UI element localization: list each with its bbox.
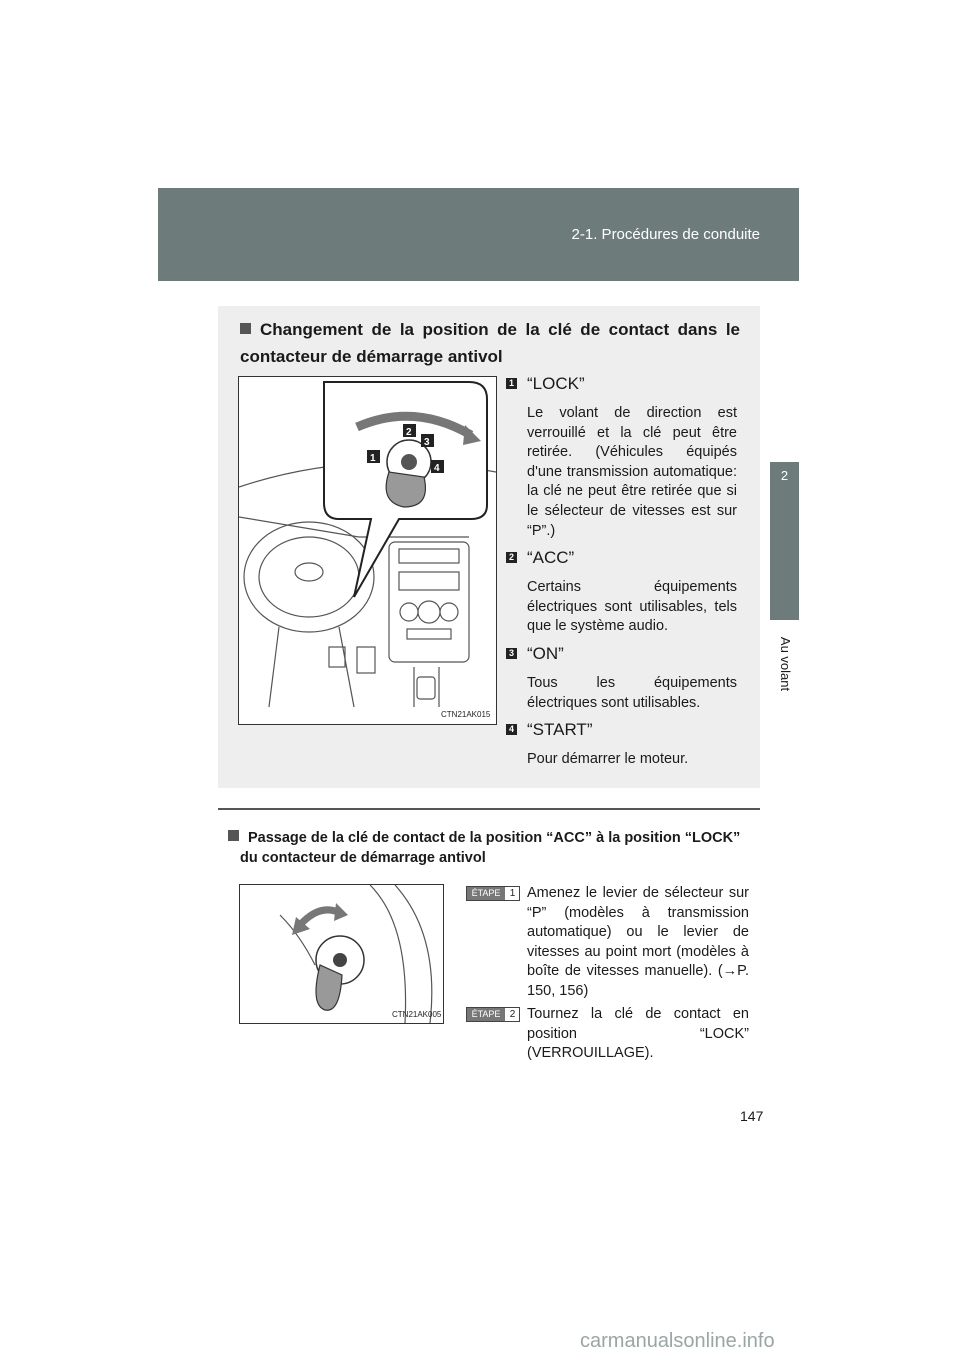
chapter-label: Au volant bbox=[777, 636, 793, 692]
ignition-illustration bbox=[238, 376, 497, 725]
svg-text:3: 3 bbox=[424, 437, 430, 448]
step-badge bbox=[466, 886, 520, 901]
step-badge-number: 1 bbox=[506, 887, 519, 900]
dashboard-drawing bbox=[239, 377, 496, 724]
section2-heading bbox=[228, 828, 758, 868]
step-badge-label: ÉTAPE bbox=[467, 1008, 505, 1021]
item-marker: 2 bbox=[506, 552, 517, 563]
item-label: “ON” bbox=[527, 644, 564, 663]
key-turn-drawing bbox=[240, 885, 443, 1023]
chapter-tab bbox=[770, 462, 799, 620]
section-header bbox=[158, 188, 799, 281]
item-label: “START” bbox=[527, 720, 593, 739]
page-number: 147 bbox=[740, 1108, 764, 1124]
square-bullet-icon bbox=[228, 830, 239, 841]
key-positions-box bbox=[218, 306, 760, 788]
item-label: “LOCK” bbox=[527, 374, 585, 393]
item-marker: 4 bbox=[506, 724, 517, 735]
item-description: Certains équipements électriques sont utilisables, tels que le système audio. bbox=[527, 579, 737, 635]
square-bullet-icon bbox=[240, 323, 251, 334]
svg-text:2: 2 bbox=[406, 427, 412, 438]
item-description: Tous les équipements électriques sont utilisables. bbox=[527, 675, 737, 711]
svg-text:1: 1 bbox=[370, 453, 376, 464]
box-heading bbox=[240, 316, 740, 370]
key-turn-illustration bbox=[239, 884, 444, 1024]
chapter-number: 2 bbox=[780, 468, 789, 483]
step-text: Amenez le levier de sélecteur sur “P” (modèles à transmission automatique) ou le levier de vitesses au point mort (modèles à boîte de vitesses manuelle). (→P. 150, 156) bbox=[527, 885, 749, 999]
figure-code: CTN21AK015 bbox=[441, 710, 491, 719]
section-divider bbox=[218, 808, 760, 810]
step-badge-label: ÉTAPE bbox=[467, 887, 505, 900]
step-text: Tournez la clé de contact en position “LOCK” (VERROUILLAGE). bbox=[527, 1006, 749, 1062]
item-marker: 3 bbox=[506, 648, 517, 659]
chapter-label-container bbox=[770, 622, 799, 742]
section2-heading-line2: du contacteur de démarrage antivol bbox=[240, 850, 486, 866]
section-title: 2-1. Procédures de conduite bbox=[571, 226, 760, 243]
watermark: carmanualsonline.info bbox=[580, 1330, 775, 1352]
item-marker: 1 bbox=[506, 378, 517, 389]
item-label: “ACC” bbox=[527, 548, 575, 567]
figure-code: CTN21AK005 bbox=[392, 1010, 442, 1019]
svg-text:4: 4 bbox=[434, 463, 440, 474]
box-heading-text: Changement de la position de la clé de contact dans le contacteur de démarrage antivol bbox=[240, 320, 740, 366]
item-description: Pour démarrer le moteur. bbox=[527, 751, 689, 767]
section2-heading-line1: Passage de la clé de contact de la position “ACC” à la position “LOCK” bbox=[248, 830, 741, 846]
step-badge-number: 2 bbox=[506, 1008, 519, 1021]
step-badge bbox=[466, 1007, 520, 1022]
item-description: Le volant de direction est verrouillé et la clé peut être retirée. (Véhicules équipés d'une transmission automatique: la clé ne peut être retirée que si le sélecteur de vitesses est sur “P”.) bbox=[527, 405, 737, 539]
